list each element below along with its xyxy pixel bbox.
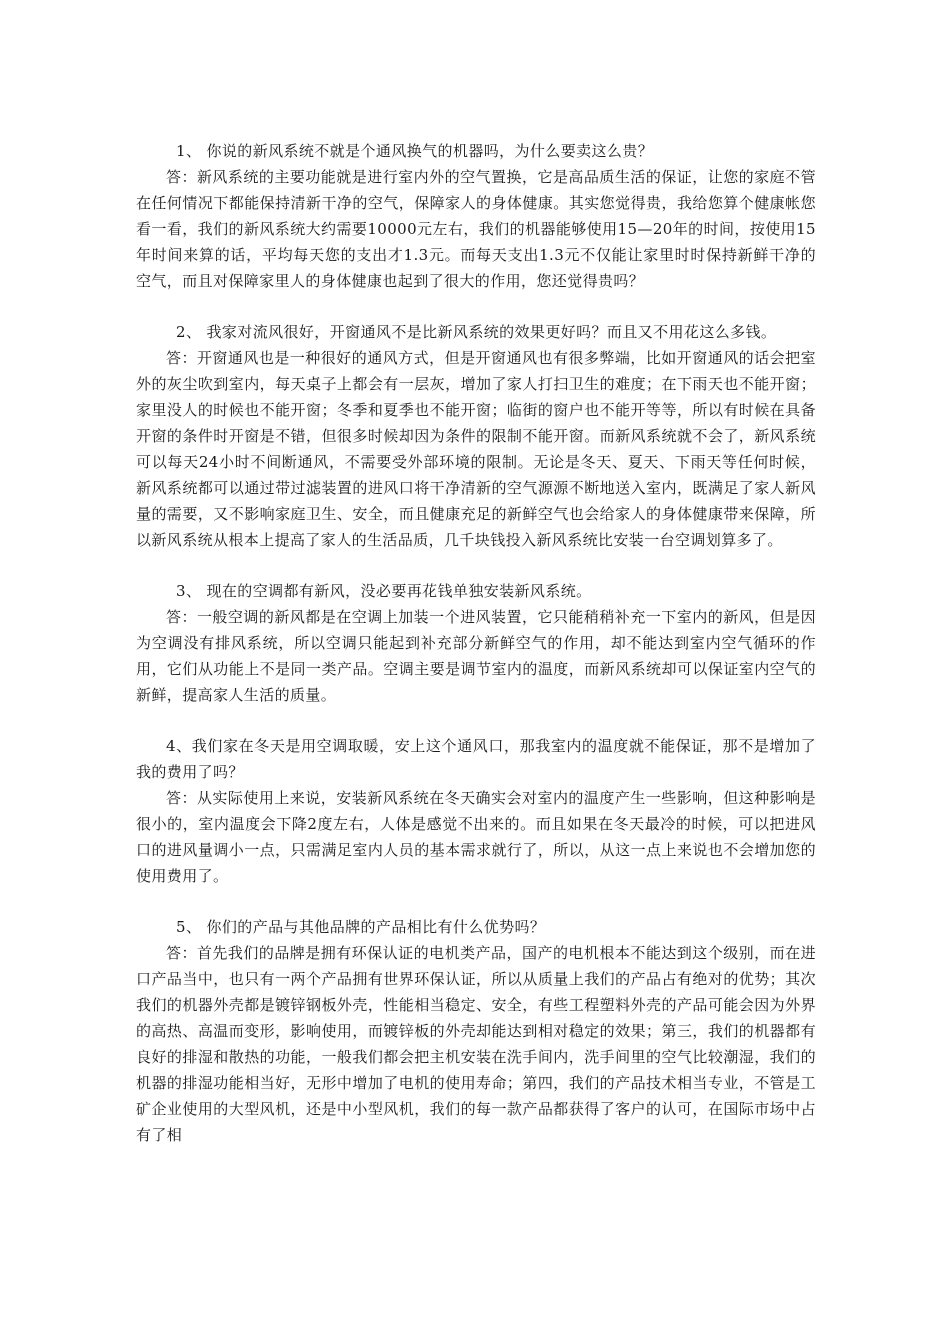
- answer-4: 答：从实际使用上来说，安装新风系统在冬天确实会对室内的温度产生一些影响，但这种影响是很小的，室内温度会下降2度左右，人体是感觉不出来的。而且如果在冬天最冷的时候，可以把进风口的进风量调小一点，只需满足室内人员的基本需求就行了，所以，从这一点上来说也不会增加您的使用费用了。: [136, 789, 816, 885]
- answer-2: 答：开窗通风也是一种很好的通风方式，但是开窗通风也有很多弊端，比如开窗通风的话会把室外的灰尘吹到室内，每天桌子上都会有一层灰，增加了家人打扫卫生的难度；在下雨天也不能开窗；家里没人的时候也不能开窗；冬季和夏季也不能开窗；临街的窗户也不能开等等，所以有时候在具备开窗的条件时开窗是不错，但很多时候却因为条件的限制不能开窗。而新风系统就不会了，新风系统可以每天24小时不间断通风，不需要受外部环境的限制。无论是冬天、夏天、下雨天等任何时候，新风系统都可以通过带过滤装置的进风口将干净清新的空气源源不断地送入室内，既满足了家人新风量的需要，又不影响家庭卫生、安全，而且健康充足的新鲜空气也会给家人的身体健康带来保障，所以新风系统从根本上提高了家人的生活品质，几千块钱投入新风系统比安装一台空调划算多了。: [136, 349, 816, 549]
- question-4: 4、我们家在冬天是用空调取暖，安上这个通风口，那我室内的温度就不能保证，那不是增加了我的费用了吗？: [136, 737, 816, 781]
- qa-item-5: [136, 914, 816, 1148]
- qa-item-2: [136, 319, 816, 553]
- question-1: 1、 你说的新风系统不就是个通风换气的机器吗，为什么要卖这么贵？: [176, 142, 654, 160]
- document-body: [136, 138, 816, 1173]
- question-5: 5、 你们的产品与其他品牌的产品相比有什么优势吗？: [176, 918, 546, 936]
- qa-item-4: [136, 733, 816, 889]
- question-2: 2、 我家对流风很好，开窗通风不是比新风系统的效果更好吗？而且又不用花这么多钱。: [176, 323, 777, 341]
- qa-item-1: [136, 138, 816, 294]
- answer-3: 答：一般空调的新风都是在空调上加装一个进风装置，它只能稍稍补充一下室内的新风，但是因为空调没有排风系统，所以空调只能起到补充部分新鲜空气的作用，却不能达到室内空气循环的作用，它们从功能上不是同一类产品。空调主要是调节室内的温度，而新风系统却可以保证室内空气的新鲜，提高家人生活的质量。: [136, 608, 816, 704]
- answer-5: 答：首先我们的品牌是拥有环保认证的电机类产品，国产的电机根本不能达到这个级别，而在进口产品当中，也只有一两个产品拥有世界环保认证，所以从质量上我们的产品占有绝对的优势；其次我们的机器外壳都是镀锌钢板外壳，性能相当稳定、安全，有些工程塑料外壳的产品可能会因为外界的高热、高温而变形，影响使用，而镀锌板的外壳却能达到相对稳定的效果；第三，我们的机器都有良好的排湿和散热的功能，一般我们都会把主机安装在洗手间内，洗手间里的空气比较潮湿，我们的机器的排湿功能相当好，无形中增加了电机的使用寿命；第四，我们的产品技术相当专业，不管是工矿企业使用的大型风机，还是中小型风机，我们的每一款产品都获得了客户的认可，在国际市场中占有了相: [136, 944, 816, 1144]
- question-3: 3、 现在的空调都有新风，没必要再花钱单独安装新风系统。: [176, 582, 592, 600]
- answer-1: 答：新风系统的主要功能就是进行室内外的空气置换，它是高品质生活的保证，让您的家庭不管在任何情况下都能保持清新干净的空气，保障家人的身体健康。其实您觉得贵，我给您算个健康帐您看一看，我们的新风系统大约需要10000元左右，我们的机器能够使用15—20年的时间，按使用15年时间来算的话，平均每天您的支出才1.3元。而每天支出1.3元不仅能让家里时时保持新鲜干净的空气，而且对保障家里人的身体健康也起到了很大的作用，您还觉得贵吗？: [136, 168, 816, 290]
- qa-item-3: [136, 578, 816, 708]
